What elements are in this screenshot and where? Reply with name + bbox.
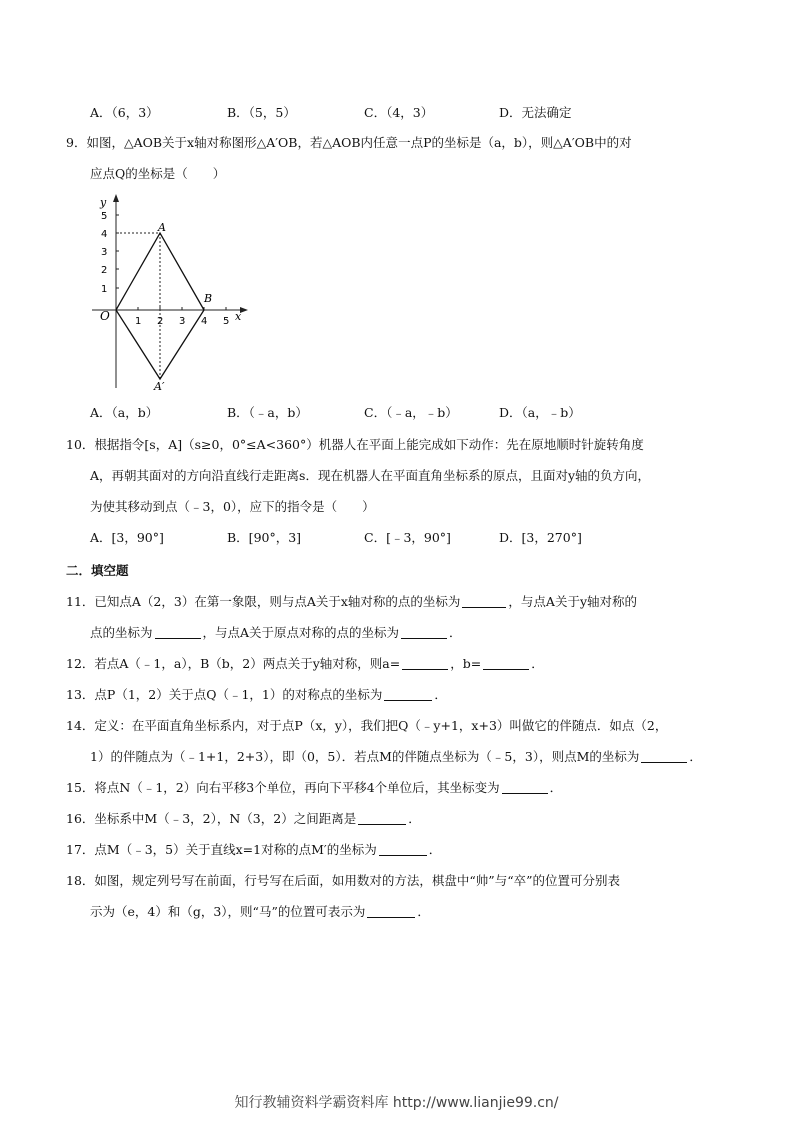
q18-line2 bbox=[90, 904, 430, 920]
x-axis-label: x bbox=[235, 310, 242, 323]
x-tick-4: 4 bbox=[201, 316, 208, 327]
q17-text-b: ． bbox=[428, 842, 442, 857]
q14-text-2b: ． bbox=[689, 749, 702, 764]
coordinate-figure bbox=[88, 192, 258, 394]
q13-line bbox=[66, 687, 447, 703]
q12-blank-a[interactable] bbox=[402, 657, 448, 670]
q18-text-2b: ． bbox=[417, 904, 430, 919]
y-axis-arrow bbox=[113, 194, 119, 202]
q12-line bbox=[66, 656, 544, 672]
q14-line1: 14．定义：在平面直角坐标系内，对于点P（x，y），我们把Q（﹣y+1，x+3）叫做它的伴随点．如点（2， bbox=[66, 718, 668, 733]
q11-text-2a: 点的坐标为 bbox=[90, 625, 153, 640]
y-tick-5: 5 bbox=[101, 211, 108, 222]
q13-text-a: 13．点P（1，2）关于点Q（﹣1，1）的对称点的坐标为 bbox=[66, 687, 383, 702]
q12-text-c: ． bbox=[531, 656, 544, 671]
q10-option-b: B．[90°，3] bbox=[227, 530, 302, 545]
q9-option-d: D．（a，﹣b） bbox=[499, 405, 581, 420]
q11-line2 bbox=[90, 625, 462, 641]
q15-text-a: 15．将点N（﹣1，2）向右平移3个单位，再向下平移4个单位后，其坐标变为 bbox=[66, 780, 500, 795]
q10-line1: 10．根据指令[s，A]（s≥0，0°≤A<360°）机器人在平面上能完成如下动作：先在原地顺时针旋转角度 bbox=[66, 437, 644, 452]
q11-text-2c: ． bbox=[449, 625, 462, 640]
point-a-label: A bbox=[158, 221, 166, 234]
origin-label: O bbox=[100, 309, 110, 323]
x-tick-5: 5 bbox=[223, 316, 230, 327]
q10-option-d: D．[3，270°] bbox=[499, 530, 582, 545]
q12-blank-b[interactable] bbox=[483, 657, 529, 670]
q10-option-c: C．[﹣3，90°] bbox=[364, 530, 451, 545]
q9-option-b: B．（﹣a，b） bbox=[227, 405, 308, 420]
q14-blank[interactable] bbox=[641, 750, 687, 763]
page-footer: 知行教辅资料学霸资料库 http://www.lianjie99.cn/ bbox=[234, 1095, 559, 1111]
point-b-label: B bbox=[204, 292, 213, 305]
q11-blank-3[interactable] bbox=[401, 626, 447, 639]
q12-text-b: ，b= bbox=[450, 656, 482, 671]
q15-blank[interactable] bbox=[502, 781, 548, 794]
q9-line2: 应点Q的坐标是（ ） bbox=[90, 166, 226, 181]
q16-line bbox=[66, 811, 421, 827]
q18-line1: 18．如图，规定列号写在前面，行号写在后面，如用数对的方法，棋盘中“帅”与“卒”的位置可分别表 bbox=[66, 873, 620, 888]
section-title-fill-in: 二．填空题 bbox=[66, 563, 129, 578]
q15-line bbox=[66, 780, 562, 796]
q11-text-1a: 11．已知点A（2，3）在第一象限，则与点A关于x轴对称的点的坐标为 bbox=[66, 594, 461, 609]
q14-line2 bbox=[90, 749, 702, 765]
q11-blank-2[interactable] bbox=[155, 626, 201, 639]
x-tick-2: 2 bbox=[157, 316, 164, 327]
q10-line3: 为使其移动到点（﹣3，0），应下的指令是（ ） bbox=[90, 499, 375, 514]
x-tick-1: 1 bbox=[135, 316, 142, 327]
y-tick-2: 2 bbox=[101, 265, 108, 276]
y-axis-label: y bbox=[100, 196, 107, 209]
q9-option-a: A．（a，b） bbox=[90, 405, 159, 420]
x-tick-3: 3 bbox=[179, 316, 186, 327]
q18-text-2a: 示为（e，4）和（g，3），则“马”的位置可表示为 bbox=[90, 904, 366, 919]
q11-blank-1[interactable] bbox=[462, 595, 506, 608]
q12-text-a: 12．若点A（﹣1，a），B（b，2）两点关于y轴对称，则a= bbox=[66, 656, 401, 671]
q9-line1: 9．如图，△AOB关于x轴对称图形△A′OB，若△AOB内任意一点P的坐标是（a，b），则△A′OB中的对 bbox=[66, 135, 632, 150]
q17-text-a: 17．点M（﹣3，5）关于直线x=1对称的点M′的坐标为 bbox=[66, 842, 377, 857]
q16-text-b: ． bbox=[408, 811, 421, 826]
q14-text-2a: 1）的伴随点为（﹣1+1，2+3），即（0，5）．若点M的伴随点坐标为（﹣5，3），则点M的坐标为 bbox=[90, 749, 640, 764]
q11-line1 bbox=[66, 594, 637, 610]
q13-blank[interactable] bbox=[384, 688, 432, 701]
q18-blank[interactable] bbox=[367, 905, 415, 918]
q17-blank[interactable] bbox=[379, 843, 427, 856]
q10-option-a: A．[3，90°] bbox=[90, 530, 164, 545]
q13-text-b: ． bbox=[434, 687, 447, 702]
y-tick-3: 3 bbox=[101, 247, 108, 258]
y-tick-4: 4 bbox=[101, 229, 108, 240]
q15-text-b: ． bbox=[549, 780, 563, 795]
q8-option-d: D．无法确定 bbox=[499, 105, 572, 120]
q17-line bbox=[66, 842, 441, 858]
q8-option-a: A．（6，3） bbox=[90, 105, 159, 120]
q8-option-c: C．（4，3） bbox=[364, 105, 434, 120]
y-tick-1: 1 bbox=[101, 284, 108, 295]
q16-text-a: 16．坐标系中M（﹣3，2），N（3，2）之间距离是 bbox=[66, 811, 357, 826]
q9-option-c: C．（﹣a，﹣b） bbox=[364, 405, 458, 420]
q11-text-1b: ，与点A关于y轴对称的 bbox=[508, 594, 638, 609]
q10-line2: A，再朝其面对的方向沿直线行走距离s．现在机器人在平面直角坐标系的原点，且面对y轴的负方向， bbox=[90, 468, 651, 483]
q16-blank[interactable] bbox=[358, 812, 406, 825]
point-a-prime-label: A′ bbox=[154, 380, 165, 393]
q8-option-b: B．（5，5） bbox=[227, 105, 296, 120]
q11-text-2b: ，与点A关于原点对称的点的坐标为 bbox=[202, 625, 400, 640]
